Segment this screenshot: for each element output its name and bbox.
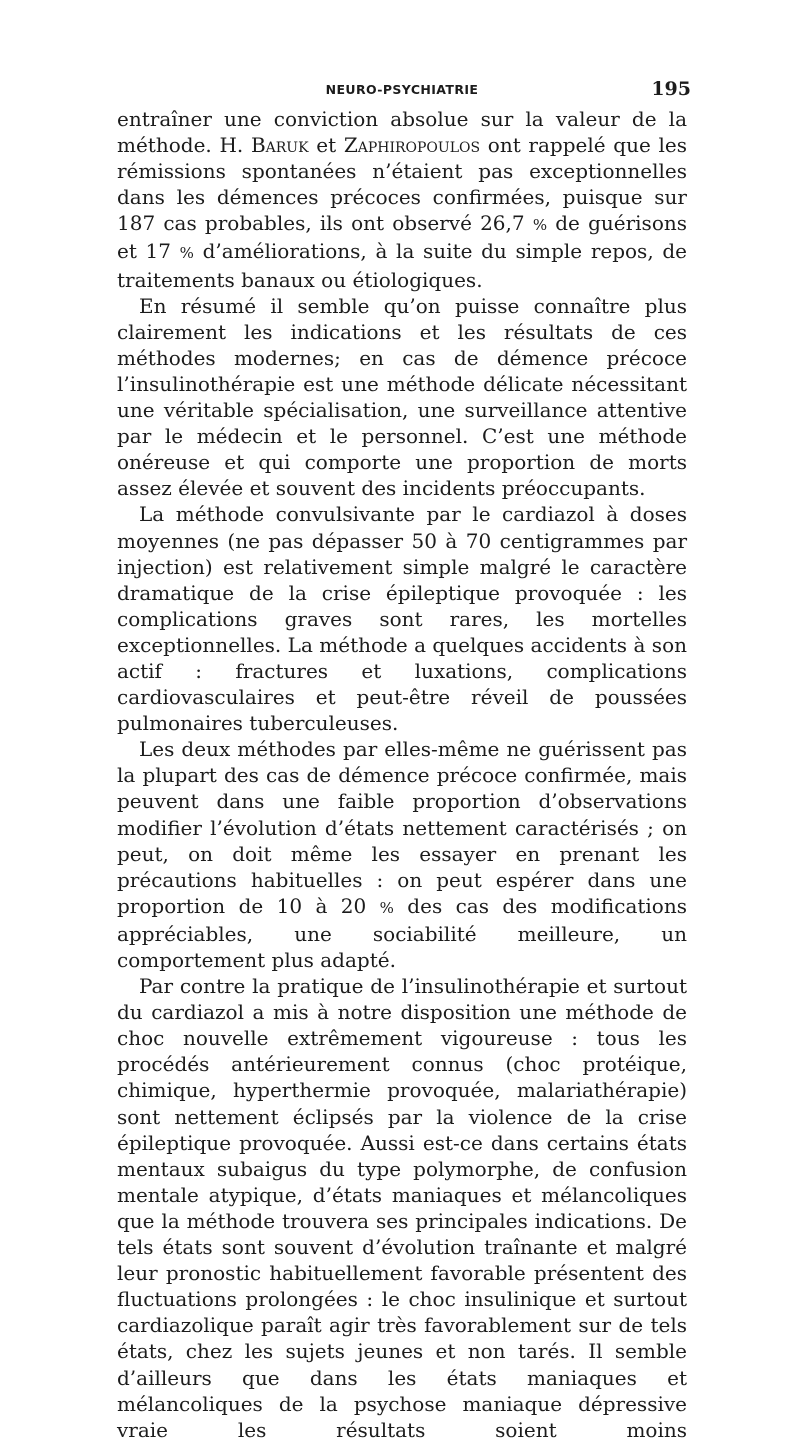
paragraph-two-methods: Les deux méthodes par elles-même ne guérissent pas la plupart des cas de démence précoce confirmée, mais peuvent dans une faible proportion d’observations modifier l’évolution d’états nettement caractérisés ; on peut, on doit même les essayer en prenant les précautions habituelles : on peut espérer dans une proportion de 10 à 20 % des cas des modifications appréciables, une sociabilité meilleure, un comportement plus adapté. [117,737,687,972]
running-title: NEURO-PSYCHIATRIE [325,82,479,97]
author-name: Zaphiropoulos [343,133,481,158]
percent-sign: % [379,898,394,917]
author-name: Baruk [250,133,309,158]
paragraph-cardiazol: La méthode convulsivante par le cardiazol à doses moyennes (ne pas dépasser 50 à 70 centigrammes par injection) est relativement simple malgré le caractère dramatique de la crise épileptique provoquée : les complications graves sont rares, les mortelles exceptionnelles. La méthode a quelques accidents à son actif : fractures et luxations, complications cardiovasculaires et peut-être réveil de poussées pulmonaires tuberculeuses. [117,502,687,736]
paragraph-2-text: H. Baruk et Zaphiropoulos ont rappelé que les rémissions spontanées n’étaient pas exceptionnelles dans les démences précoces confirmées, puisque sur 187 cas probables, ils ont observé 26,7 % de guérisons et 17 % d’améliorations, à la suite du simple repos, de traitements banaux ou étiologiques. [117,133,688,292]
percent-sign: % [179,244,194,263]
body-text [117,106,687,1443]
percent-sign: % [532,216,548,235]
paragraph-1-text: entraîner une conviction absolue sur la valeur de la méthode. [117,107,687,158]
book-page [117,78,691,1443]
paragraph-shock-method: Par contre la pratique de l’insulinothérapie et surtout du cardiazol a mis à notre disposition une méthode de choc nouvelle extrêmement vigoureuse : tous les procédés antérieurement connus (choc protéique, chimique, hyperthermie provoquée, malariathérapie) sont nettement éclipsés par la violence de la crise épileptique provoquée. Aussi est-ce dans certains états mentaux subaigus du type polymorphe, de confusion mentale atypique, d’états maniaques et mélancoliques que la méthode trouvera ses principales indications. De tels états sont souvent d’évolution traînante et malgré leur pronostic habituellement favorable présentent des fluctuations prolongées : le choc insulinique et surtout cardiazolique paraît agir très favorablement sur de tels états, chez les sujets jeunes et non tarés. Il semble d’ailleurs que dans les états maniaques et mélancoliques de la psychose maniaque dépressive vraie les résultats soient moins [117,974,687,1442]
paragraph-continued [117,106,687,293]
running-head [117,78,691,100]
paragraph-summary: En résumé il semble qu’on puisse connaître plus clairement les indications et les résultats de ces méthodes modernes; en cas de démence précoce l’insulinothérapie est une méthode délicate nécessitant une véritable spécialisation, une surveillance attentive par le médecin et le personnel. C’est une méthode onéreuse et qui comporte une proportion de morts assez élevée et souvent des incidents préoccupants. [117,293,687,501]
page-number: 195 [651,78,691,100]
